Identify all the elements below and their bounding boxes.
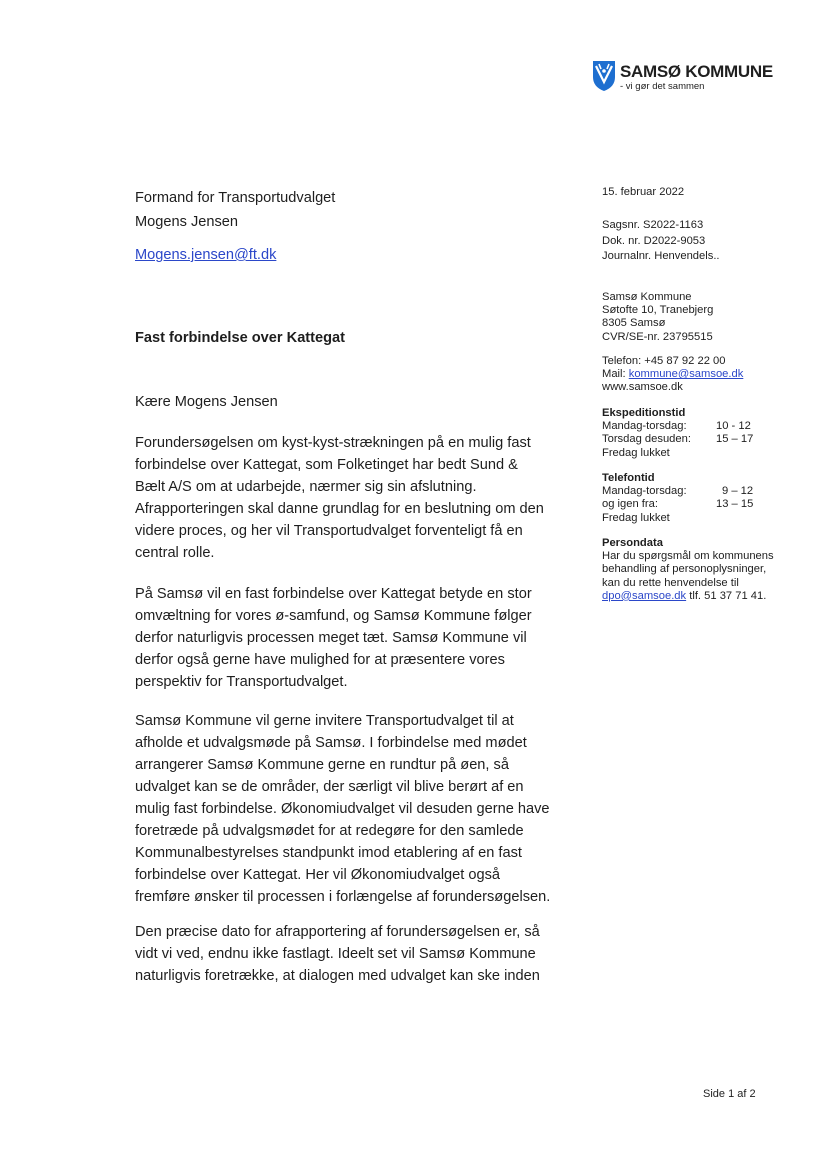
body-line: omvæltning for vores ø-samfund, og Samsø Kommune følger (135, 608, 532, 624)
hours-row (602, 512, 772, 525)
website: www.samsoe.dk (602, 381, 683, 394)
office-hours (602, 407, 772, 460)
body-line: forbindelse over Kattegat, som Folketinget har bedt Sund & (135, 457, 518, 473)
hours-day: og igen fra: (602, 498, 658, 511)
body-line: mulig fast forbindelse. Økonomiudvalget vil desuden gerne have (135, 801, 550, 817)
body-line: arrangerer Samsø Kommune gerne en rundtur på øen, så (135, 757, 509, 773)
hours-row (602, 447, 772, 460)
phone-number: Telefon: +45 87 92 22 00 (602, 355, 726, 367)
logo-name: SAMSØ KOMMUNE (620, 62, 773, 81)
hours-row (602, 498, 772, 511)
letter-date-block (602, 186, 684, 199)
body-line: Kommunalbestyrelses standpunkt imod etablering af en fast (135, 845, 522, 861)
mail-line (602, 368, 743, 381)
samso-kommune-logo (592, 60, 792, 96)
office-hours-heading: Ekspeditionstid (602, 407, 686, 419)
privacy-text: Har du spørgsmål om kommunens (602, 550, 774, 563)
privacy-text: kan du rette henvendelse til (602, 576, 739, 589)
hours-day: Fredag lukket (602, 446, 670, 459)
body-line: Samsø Kommune vil gerne invitere Transportudvalget til at (135, 713, 514, 729)
body-line: fremføre ønsker til processen i forlængelse af forundersøgelsen. (135, 889, 551, 905)
recipient-email-link[interactable]: Mogens.jensen@ft.dk (135, 247, 277, 263)
body-line: Den præcise dato for afrapportering af forundersøgelsen er, så (135, 924, 540, 940)
dpo-phone: tlf. 51 37 71 41. (686, 589, 767, 602)
address-line: Søtofte 10, Tranebjerg (602, 304, 714, 317)
body-line: perspektiv for Transportudvalget. (135, 674, 348, 690)
body-line: Afrapporteringen skal danne grundlag for en beslutning om den (135, 501, 544, 517)
hours-day: Mandag-torsdag: (602, 420, 687, 433)
mail-label: Mail: (602, 368, 629, 381)
body-line: derfor naturligvis processen meget tæt. Samsø Kommune vil (135, 630, 527, 646)
page-number: Side 1 af 2 (703, 1088, 756, 1100)
hours-row (602, 485, 772, 498)
address-block (602, 291, 713, 344)
salutation: Kære Mogens Jensen (135, 394, 278, 410)
hours-time: 9 – 12 (722, 485, 754, 498)
body-line: videre proces, og her vil Transportudvalget forventeligt få en (135, 523, 523, 539)
body-line: På Samsø vil en fast forbindelse over Kattegat betyde en stor (135, 586, 532, 602)
body-line: udvalget kan se de områder, der særligt vil blive berørt af en (135, 779, 524, 795)
body-line: afholde et udvalgsmøde på Samsø. I forbindelse med mødet (135, 735, 527, 751)
case-number: Sagsnr. S2022-1163 (602, 219, 704, 231)
privacy-heading: Persondata (602, 537, 663, 549)
hours-time: 10 - 12 (716, 420, 751, 433)
address-line: Samsø Kommune (602, 291, 692, 303)
dpo-email-link[interactable]: dpo@samsoe.dk (602, 589, 687, 602)
recipient-block (135, 187, 565, 233)
body-line: derfor også gerne have mulighed for at præsentere vores (135, 652, 505, 668)
hours-row (602, 433, 772, 446)
hours-row (602, 420, 772, 433)
logo-tagline: - vi gør det sammen (620, 81, 705, 92)
recipient-email-block (135, 244, 565, 266)
letter-date: 15. februar 2022 (602, 186, 685, 198)
letter-subject: Fast forbindelse over Kattegat (135, 330, 346, 346)
samso-shield-icon (592, 60, 616, 92)
document-number: Dok. nr. D2022-9053 (602, 234, 706, 247)
body-line: Bælt A/S om at udarbejde, nærmer sig sin afslutning. (135, 479, 477, 495)
paragraph-4 (135, 921, 565, 987)
body-line: vidt vi ved, endnu ikke fastlagt. Ideelt set vil Samsø Kommune (135, 946, 536, 962)
address-line: 8305 Samsø (602, 317, 666, 330)
body-line: naturligvis foretrække, at dialogen med udvalget kan ske inden (135, 968, 540, 984)
journal-number: Journalnr. Henvendels.. (602, 250, 720, 262)
hours-day: Mandag-torsdag: (602, 485, 687, 498)
privacy-contact (602, 590, 774, 603)
mail-link[interactable]: kommune@samsoe.dk (628, 368, 744, 381)
phone-hours-heading: Telefontid (602, 472, 655, 484)
address-line: CVR/SE-nr. 23795515 (602, 330, 713, 343)
contact-block (602, 355, 743, 395)
body-line: forbindelse over Kattegat. Her vil Økonomiudvalget også (135, 867, 501, 883)
phone-hours (602, 472, 772, 525)
hours-time: 13 – 15 (716, 498, 754, 511)
paragraph-1 (135, 432, 565, 564)
letter-subject-block (135, 327, 565, 349)
hours-day: Fredag lukket (602, 511, 670, 524)
paragraph-3 (135, 710, 565, 908)
body-line: central rolle. (135, 545, 215, 561)
hours-day: Torsdag desuden: (602, 433, 691, 446)
recipient-name: Mogens Jensen (135, 214, 239, 230)
salutation-block (135, 391, 565, 413)
case-info (602, 218, 720, 265)
body-line: foretræde på udvalgsmødet for at redegøre for den samlede (135, 823, 524, 839)
privacy-text: behandling af personoplysninger, (602, 563, 767, 576)
recipient-title: Formand for Transportudvalget (135, 190, 336, 206)
hours-time: 15 – 17 (716, 433, 754, 446)
body-line: Forundersøgelsen om kyst-kyst-strækningen på en mulig fast (135, 435, 531, 451)
privacy-block (602, 537, 774, 603)
paragraph-2 (135, 583, 565, 693)
